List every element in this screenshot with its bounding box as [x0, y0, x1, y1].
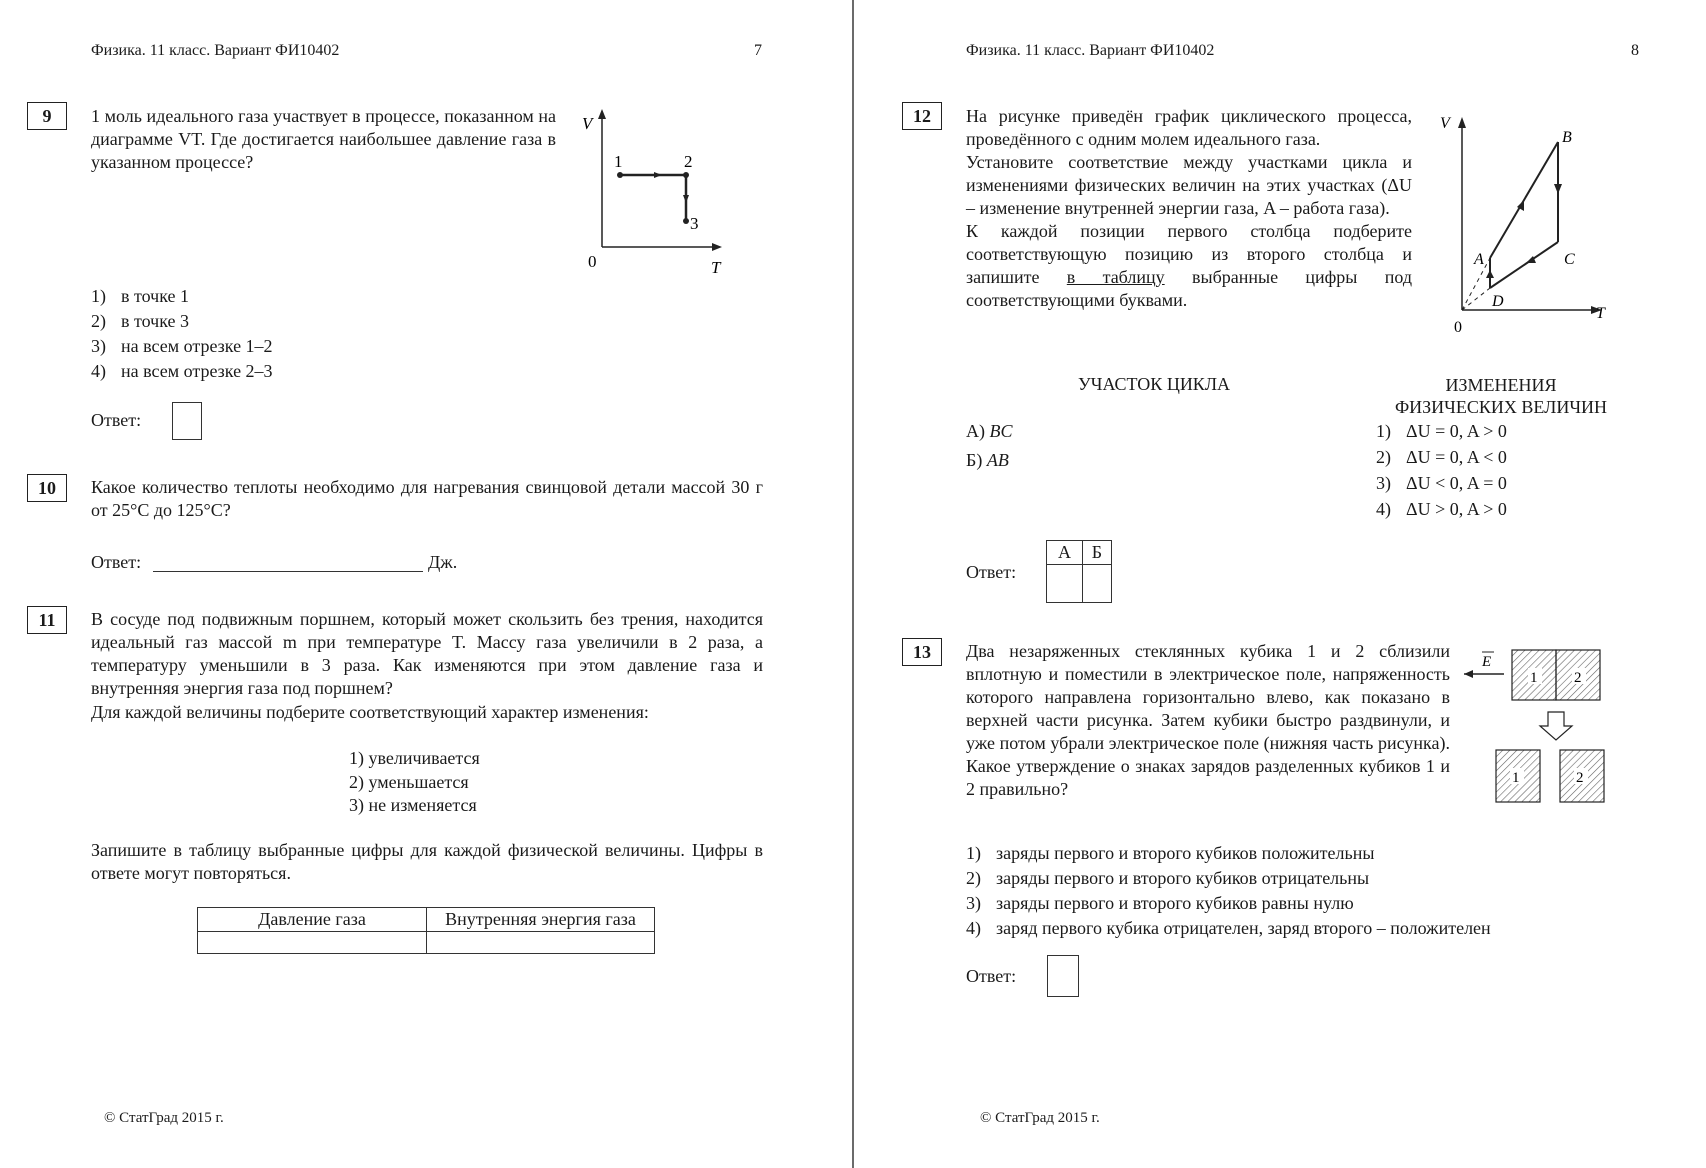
answer-table	[197, 907, 655, 954]
origin-label: 0	[1454, 319, 1462, 336]
point-c-label: C	[1564, 251, 1575, 268]
v-axis-label: V	[582, 114, 593, 133]
column1-item-a: А) BC	[966, 421, 1013, 441]
point-3	[683, 218, 689, 224]
answer-option-3: 3) на всем отрезке 1–2	[91, 336, 273, 356]
point-d-label: D	[1492, 293, 1504, 310]
answer-cell-b[interactable]	[1082, 565, 1111, 603]
choice-item: 3) не изменяется	[349, 795, 477, 815]
segment-cd	[1490, 242, 1558, 288]
field-arrow	[1464, 670, 1473, 678]
point-2-label: 2	[684, 152, 693, 171]
answer-box[interactable]	[172, 402, 202, 440]
v-axis-arrow	[598, 109, 606, 119]
question-text-part2: Установите соответствие между участками цикла и изменениями физических величин на этих участках (ΔU – изменение внутренней энергии газа, A – работа газа).	[966, 152, 1412, 218]
answer-cell-pressure[interactable]	[198, 932, 427, 954]
table-header-energy: Внутренняя энергия газа	[427, 908, 655, 932]
answer-option-1: 1) заряды первого и второго кубиков положительны	[966, 843, 1375, 863]
question-text: Два незаряженных стеклянных кубика 1 и 2 сблизили вплотную и поместили в электрическое поле, напряженность которого направлена горизонтально влево, как показано в верхней части рисунка. Затем кубики быстро раздвинули, и уже потом убрали электрическое поле (нижняя часть рисунка). Какое утверждение о знаках зарядов разделенных кубиков 1 и 2 правильно?	[966, 641, 1450, 799]
direction-arrow-1-2	[654, 172, 662, 178]
right-page	[856, 0, 1706, 1168]
answer-label: Ответ:	[91, 410, 142, 430]
column1-header: УЧАСТОК ЦИКЛА	[1078, 374, 1231, 394]
column2-item-1: 1) ΔU = 0, A > 0	[1376, 421, 1507, 441]
instruction-text: Для каждой величины подберите соответствующий характер изменения:	[91, 702, 649, 722]
note-text: Запишите в таблицу выбранные цифры для каждой физической величины. Цифры в ответе могут повторяться.	[91, 840, 763, 883]
arrow-bc	[1554, 184, 1562, 194]
answer-cell-a[interactable]	[1047, 565, 1083, 603]
cycle-diagram	[1426, 110, 1611, 340]
answer-table	[1046, 540, 1112, 603]
answer-option-1: 1) в точке 1	[91, 286, 190, 306]
question-number: 11	[27, 606, 67, 634]
question-text: Какое количество теплоты необходимо для нагревания свинцовой детали массой 30 г от 25°С до 125°С?	[91, 477, 763, 520]
table-header-pressure: Давление газа	[198, 908, 427, 932]
question-number: 9	[27, 102, 67, 130]
answer-header-b: Б	[1082, 541, 1111, 565]
cube-2-bottom-label: 2	[1576, 770, 1584, 786]
answer-option-2: 2) заряды первого и второго кубиков отрицательны	[966, 868, 1370, 888]
v-axis-label: V	[1440, 115, 1450, 132]
vt-diagram	[570, 105, 730, 280]
answer-label: Ответ:	[91, 552, 142, 572]
field-label: E	[1482, 654, 1492, 670]
answer-line[interactable]	[153, 570, 423, 572]
question-text	[966, 105, 1412, 312]
cube-2-top-label: 2	[1574, 670, 1582, 686]
question-text-part3: К каждой позиции первого столбца подберите соответствующую позицию из второго столбца и запишите в таблицу выбранные цифры под соответствующими буквами.	[966, 221, 1412, 310]
cube-1-bottom-label: 1	[1512, 770, 1520, 786]
t-axis-label: T	[1596, 305, 1605, 322]
choice-item: 1) увеличивается	[349, 748, 480, 768]
point-1-label: 1	[614, 152, 623, 171]
column1-item-b: Б) AB	[966, 450, 1009, 470]
page-footer: © СтатГрад 2015 г.	[104, 1110, 224, 1126]
question-text: В сосуде под подвижным поршнем, который может скользить без трения, находится идеальный газ массой m при температуре T. Массу газа увеличили в 2 раза, а температуру уменьшили в 3 раза. Как изменяются при этом давление газа и внутренняя энергия газа под поршнем?	[91, 609, 763, 698]
t-axis-arrow	[712, 243, 722, 251]
column2-item-2: 2) ΔU = 0, A < 0	[1376, 447, 1507, 467]
column2-item-4: 4) ΔU > 0, A > 0	[1376, 499, 1507, 519]
cube-1-top-label: 1	[1530, 670, 1538, 686]
point-1	[617, 172, 623, 178]
point-2	[683, 172, 689, 178]
page-header: Физика. 11 класс. Вариант ФИ10402	[91, 42, 340, 59]
question-number: 12	[902, 102, 942, 130]
question-number: 13	[902, 638, 942, 666]
answer-option-3: 3) заряды первого и второго кубиков равны нулю	[966, 893, 1354, 913]
answer-option-2: 2) в точке 3	[91, 311, 190, 331]
table-link: в таблицу	[1066, 267, 1165, 287]
point-b-label: B	[1562, 129, 1572, 146]
choices-list	[349, 747, 480, 818]
question-number: 10	[27, 474, 67, 502]
direction-arrow-2-3	[683, 195, 689, 203]
answer-option-4: 4) заряд первого кубика отрицателен, заряд второго – положителен	[966, 918, 1491, 938]
dashed-line-d	[1462, 288, 1490, 310]
cubes-figure	[1464, 640, 1614, 805]
answer-header-a: А	[1047, 541, 1083, 565]
down-arrow-icon	[1540, 712, 1572, 740]
question-text: 1 моль идеального газа участвует в процессе, показанном на диаграмме VT. Где достигается наибольшее давление газа в указанном процессе?	[91, 106, 556, 172]
page-number: 8	[1631, 42, 1639, 59]
answer-unit: Дж.	[428, 552, 458, 572]
column2-item-3: 3) ΔU < 0, A = 0	[1376, 473, 1507, 493]
page-number: 7	[754, 42, 762, 59]
arrow-da	[1486, 270, 1494, 278]
answer-label: Ответ:	[966, 562, 1017, 582]
point-a-label: A	[1474, 251, 1484, 268]
question-text-part1: На рисунке приведён график циклического процесса, проведённого с одним молем идеального газа.	[966, 106, 1412, 149]
v-axis-arrow	[1458, 117, 1466, 128]
answer-cell-energy[interactable]	[427, 932, 655, 954]
choice-item: 2) уменьшается	[349, 771, 469, 792]
answer-box[interactable]	[1047, 955, 1079, 997]
point-3-label: 3	[690, 214, 699, 233]
answer-option-4: 4) на всем отрезке 2–3	[91, 361, 273, 381]
column2-header: ИЗМЕНЕНИЯ ФИЗИЧЕСКИХ ВЕЛИЧИН	[1394, 375, 1608, 417]
page-header: Физика. 11 класс. Вариант ФИ10402	[966, 42, 1215, 59]
origin-label: 0	[588, 252, 597, 271]
answer-label: Ответ:	[966, 966, 1017, 986]
page-footer: © СтатГрад 2015 г.	[980, 1110, 1100, 1126]
t-axis-label: T	[711, 258, 721, 277]
